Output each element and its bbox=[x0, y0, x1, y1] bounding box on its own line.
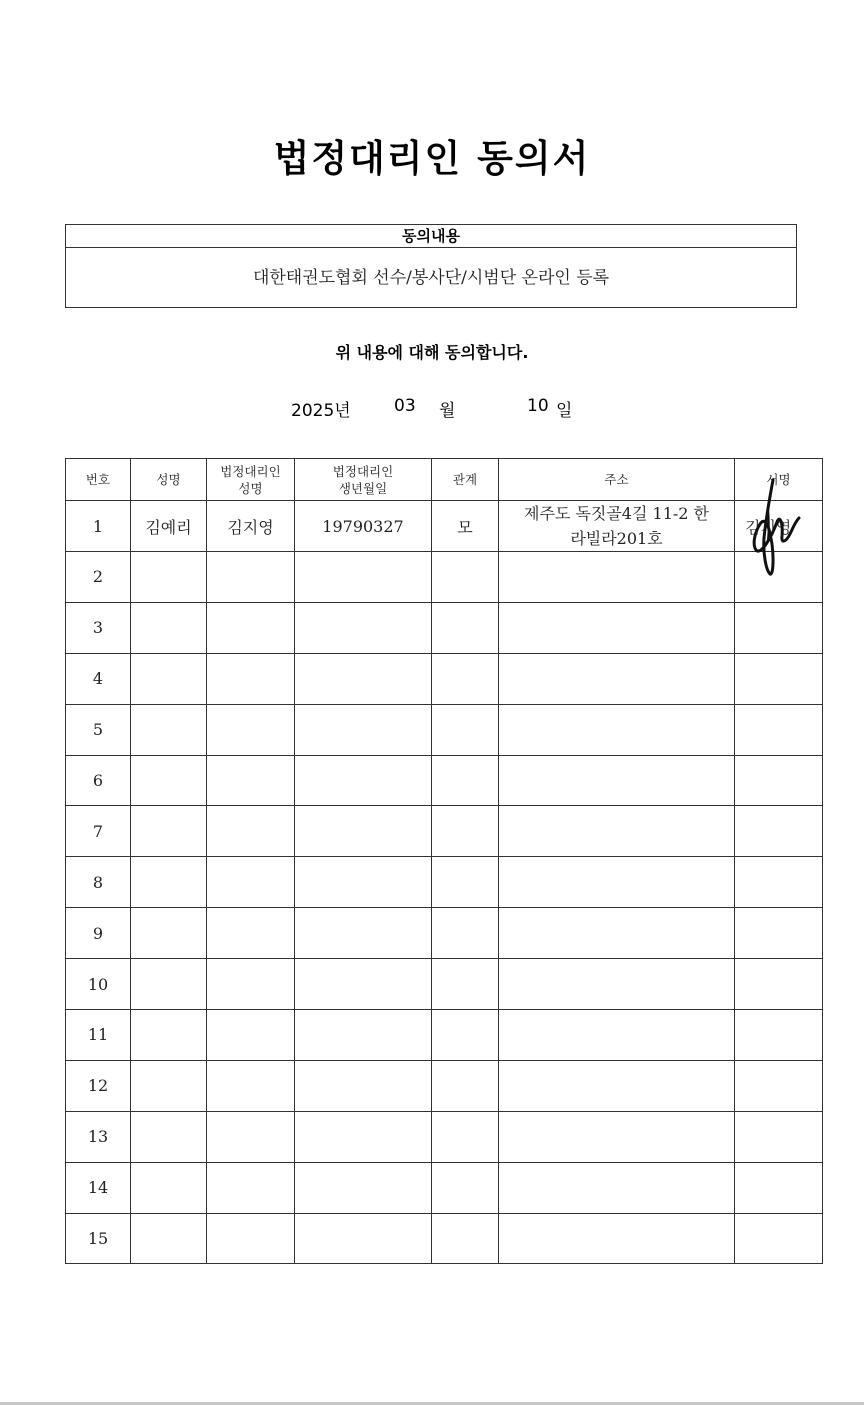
guardian-birthdate[interactable] bbox=[295, 959, 432, 1010]
guardian-address[interactable] bbox=[499, 755, 735, 806]
guardian-signature-cell[interactable] bbox=[735, 908, 823, 959]
guardian-signature-cell[interactable] bbox=[735, 602, 823, 653]
table-row bbox=[66, 1060, 823, 1111]
table-row bbox=[66, 552, 823, 603]
row-number: 11 bbox=[66, 1010, 131, 1061]
guardian-signature-cell[interactable] bbox=[735, 857, 823, 908]
student-name[interactable] bbox=[131, 908, 207, 959]
guardian-birthdate[interactable] bbox=[295, 1162, 432, 1213]
header-name: 성명 bbox=[131, 459, 207, 501]
student-name[interactable]: 김예리 bbox=[131, 501, 207, 552]
guardian-signature-cell[interactable] bbox=[735, 1213, 823, 1264]
guardian-address[interactable] bbox=[499, 1111, 735, 1162]
table-row bbox=[66, 1162, 823, 1213]
table-row bbox=[66, 857, 823, 908]
table-header-row bbox=[66, 459, 823, 501]
guardian-address[interactable] bbox=[499, 653, 735, 704]
guardian-relation[interactable] bbox=[432, 653, 499, 704]
guardian-address[interactable] bbox=[499, 806, 735, 857]
header-guardian-birth bbox=[295, 459, 432, 501]
consent-date bbox=[0, 396, 864, 420]
guardian-name[interactable] bbox=[207, 602, 295, 653]
guardian-relation[interactable] bbox=[432, 959, 499, 1010]
header-number: 번호 bbox=[66, 459, 131, 501]
guardian-birthdate[interactable] bbox=[295, 1060, 432, 1111]
guardian-birthdate[interactable] bbox=[295, 552, 432, 603]
date-day-label: 일 bbox=[556, 401, 573, 421]
header-relation: 관계 bbox=[432, 459, 499, 501]
row-number: 14 bbox=[66, 1162, 131, 1213]
row-number: 6 bbox=[66, 755, 131, 806]
student-name[interactable] bbox=[131, 755, 207, 806]
table-row bbox=[66, 1213, 823, 1264]
guardian-address[interactable] bbox=[499, 1010, 735, 1061]
date-month: 03 bbox=[394, 396, 416, 416]
table-row bbox=[66, 704, 823, 755]
guardian-relation[interactable] bbox=[432, 704, 499, 755]
guardian-birthdate[interactable] bbox=[295, 704, 432, 755]
guardian-birthdate[interactable] bbox=[295, 755, 432, 806]
guardian-birthdate[interactable] bbox=[295, 857, 432, 908]
guardian-address[interactable] bbox=[499, 908, 735, 959]
guardian-birthdate[interactable] bbox=[295, 602, 432, 653]
table-row bbox=[66, 959, 823, 1010]
guardian-relation[interactable] bbox=[432, 908, 499, 959]
guardian-signature-cell[interactable] bbox=[735, 806, 823, 857]
guardian-address[interactable] bbox=[499, 857, 735, 908]
guardian-signature-cell[interactable] bbox=[735, 755, 823, 806]
row-number: 12 bbox=[66, 1060, 131, 1111]
student-name[interactable] bbox=[131, 1162, 207, 1213]
guardian-signature-cell[interactable] bbox=[735, 1060, 823, 1111]
row-number: 9 bbox=[66, 908, 131, 959]
guardian-consent-table bbox=[65, 458, 823, 1264]
guardian-relation[interactable] bbox=[432, 857, 499, 908]
guardian-address[interactable] bbox=[499, 602, 735, 653]
guardian-name[interactable] bbox=[207, 552, 295, 603]
guardian-address[interactable] bbox=[499, 1213, 735, 1264]
header-signature: 서명 bbox=[735, 459, 823, 501]
header-address: 주소 bbox=[499, 459, 735, 501]
table-row bbox=[66, 1111, 823, 1162]
guardian-address[interactable] bbox=[499, 704, 735, 755]
header-guardian-birth-line2: 생년월일 bbox=[338, 480, 388, 496]
guardian-relation[interactable] bbox=[432, 1111, 499, 1162]
guardian-birthdate[interactable] bbox=[295, 1111, 432, 1162]
guardian-signature-cell[interactable] bbox=[735, 1162, 823, 1213]
header-guardian-birth-line1: 법정대리인 bbox=[332, 463, 394, 479]
row-number: 13 bbox=[66, 1111, 131, 1162]
row-number: 8 bbox=[66, 857, 131, 908]
header-guardian-name-line1: 법정대리인 bbox=[220, 463, 281, 479]
agreement-statement: 위 내용에 대해 동의합니다. bbox=[335, 343, 529, 362]
guardian-address[interactable] bbox=[499, 552, 735, 603]
table-row bbox=[66, 653, 823, 704]
guardian-name[interactable] bbox=[207, 1060, 295, 1111]
consent-content-box bbox=[65, 224, 797, 308]
student-name[interactable] bbox=[131, 857, 207, 908]
guardian-name[interactable] bbox=[207, 1162, 295, 1213]
row-number: 15 bbox=[66, 1213, 131, 1264]
guardian-relation[interactable]: 모 bbox=[432, 501, 499, 552]
guardian-signature-cell[interactable] bbox=[735, 1111, 823, 1162]
document-title: 법정대리인 동의서 bbox=[273, 137, 591, 180]
student-name[interactable] bbox=[131, 704, 207, 755]
handwritten-signature bbox=[742, 478, 802, 578]
address-line2: 라빌라201호 bbox=[570, 529, 663, 548]
signature-name: 김지영 bbox=[745, 518, 792, 537]
consent-content-body: 대한태권도협회 선수/봉사단/시범단 온라인 등록 bbox=[252, 268, 610, 288]
guardian-signature-cell[interactable] bbox=[735, 653, 823, 704]
guardian-relation[interactable] bbox=[432, 755, 499, 806]
date-day: 10 bbox=[527, 396, 549, 416]
guardian-address[interactable] bbox=[499, 1060, 735, 1111]
guardian-name[interactable] bbox=[207, 857, 295, 908]
guardian-name[interactable] bbox=[207, 653, 295, 704]
table-row bbox=[66, 501, 823, 552]
guardian-birthdate[interactable] bbox=[295, 806, 432, 857]
guardian-relation[interactable] bbox=[432, 602, 499, 653]
address-line1: 제주도 독짓골4길 11-2 한 bbox=[523, 504, 710, 523]
table-row bbox=[66, 602, 823, 653]
guardian-name[interactable] bbox=[207, 959, 295, 1010]
row-number: 2 bbox=[66, 552, 131, 603]
row-number: 5 bbox=[66, 704, 131, 755]
guardian-birthdate[interactable] bbox=[295, 908, 432, 959]
guardian-address[interactable] bbox=[499, 501, 735, 552]
student-name[interactable] bbox=[131, 653, 207, 704]
guardian-name[interactable] bbox=[207, 1010, 295, 1061]
guardian-name[interactable] bbox=[207, 806, 295, 857]
row-number: 7 bbox=[66, 806, 131, 857]
header-guardian-name bbox=[207, 459, 295, 501]
header-guardian-name-line2: 성명 bbox=[238, 480, 263, 496]
guardian-name[interactable] bbox=[207, 704, 295, 755]
student-name[interactable] bbox=[131, 1111, 207, 1162]
guardian-relation[interactable] bbox=[432, 1060, 499, 1111]
guardian-relation[interactable] bbox=[432, 806, 499, 857]
guardian-relation[interactable] bbox=[432, 1162, 499, 1213]
guardian-birthdate[interactable] bbox=[295, 1010, 432, 1061]
table-row bbox=[66, 806, 823, 857]
guardian-name[interactable] bbox=[207, 755, 295, 806]
row-number: 3 bbox=[66, 602, 131, 653]
guardian-name[interactable] bbox=[207, 1213, 295, 1264]
table-row bbox=[66, 755, 823, 806]
row-number: 4 bbox=[66, 653, 131, 704]
guardian-name[interactable] bbox=[207, 1111, 295, 1162]
guardian-name[interactable]: 김지영 bbox=[207, 501, 295, 552]
student-name[interactable] bbox=[131, 1010, 207, 1061]
student-name[interactable] bbox=[131, 1213, 207, 1264]
table-row bbox=[66, 1010, 823, 1061]
guardian-signature-cell[interactable] bbox=[735, 1010, 823, 1061]
guardian-signature-cell[interactable] bbox=[735, 704, 823, 755]
guardian-address[interactable] bbox=[499, 1162, 735, 1213]
guardian-signature-cell[interactable] bbox=[735, 959, 823, 1010]
guardian-relation[interactable] bbox=[432, 1010, 499, 1061]
guardian-relation[interactable] bbox=[432, 1213, 499, 1264]
student-name[interactable] bbox=[131, 602, 207, 653]
guardian-birthdate[interactable] bbox=[295, 653, 432, 704]
student-name[interactable] bbox=[131, 552, 207, 603]
guardian-address[interactable] bbox=[499, 959, 735, 1010]
guardian-birthdate[interactable]: 19790327 bbox=[295, 501, 432, 552]
student-name[interactable] bbox=[131, 1060, 207, 1111]
student-name[interactable] bbox=[131, 959, 207, 1010]
table-row bbox=[66, 908, 823, 959]
row-number: 1 bbox=[66, 501, 131, 552]
row-number: 10 bbox=[66, 959, 131, 1010]
date-year: 2025년 bbox=[291, 401, 351, 421]
student-name[interactable] bbox=[131, 806, 207, 857]
guardian-name[interactable] bbox=[207, 908, 295, 959]
guardian-relation[interactable] bbox=[432, 552, 499, 603]
guardian-birthdate[interactable] bbox=[295, 1213, 432, 1264]
date-month-label: 월 bbox=[439, 401, 456, 421]
consent-content-header: 동의내용 bbox=[66, 225, 796, 248]
